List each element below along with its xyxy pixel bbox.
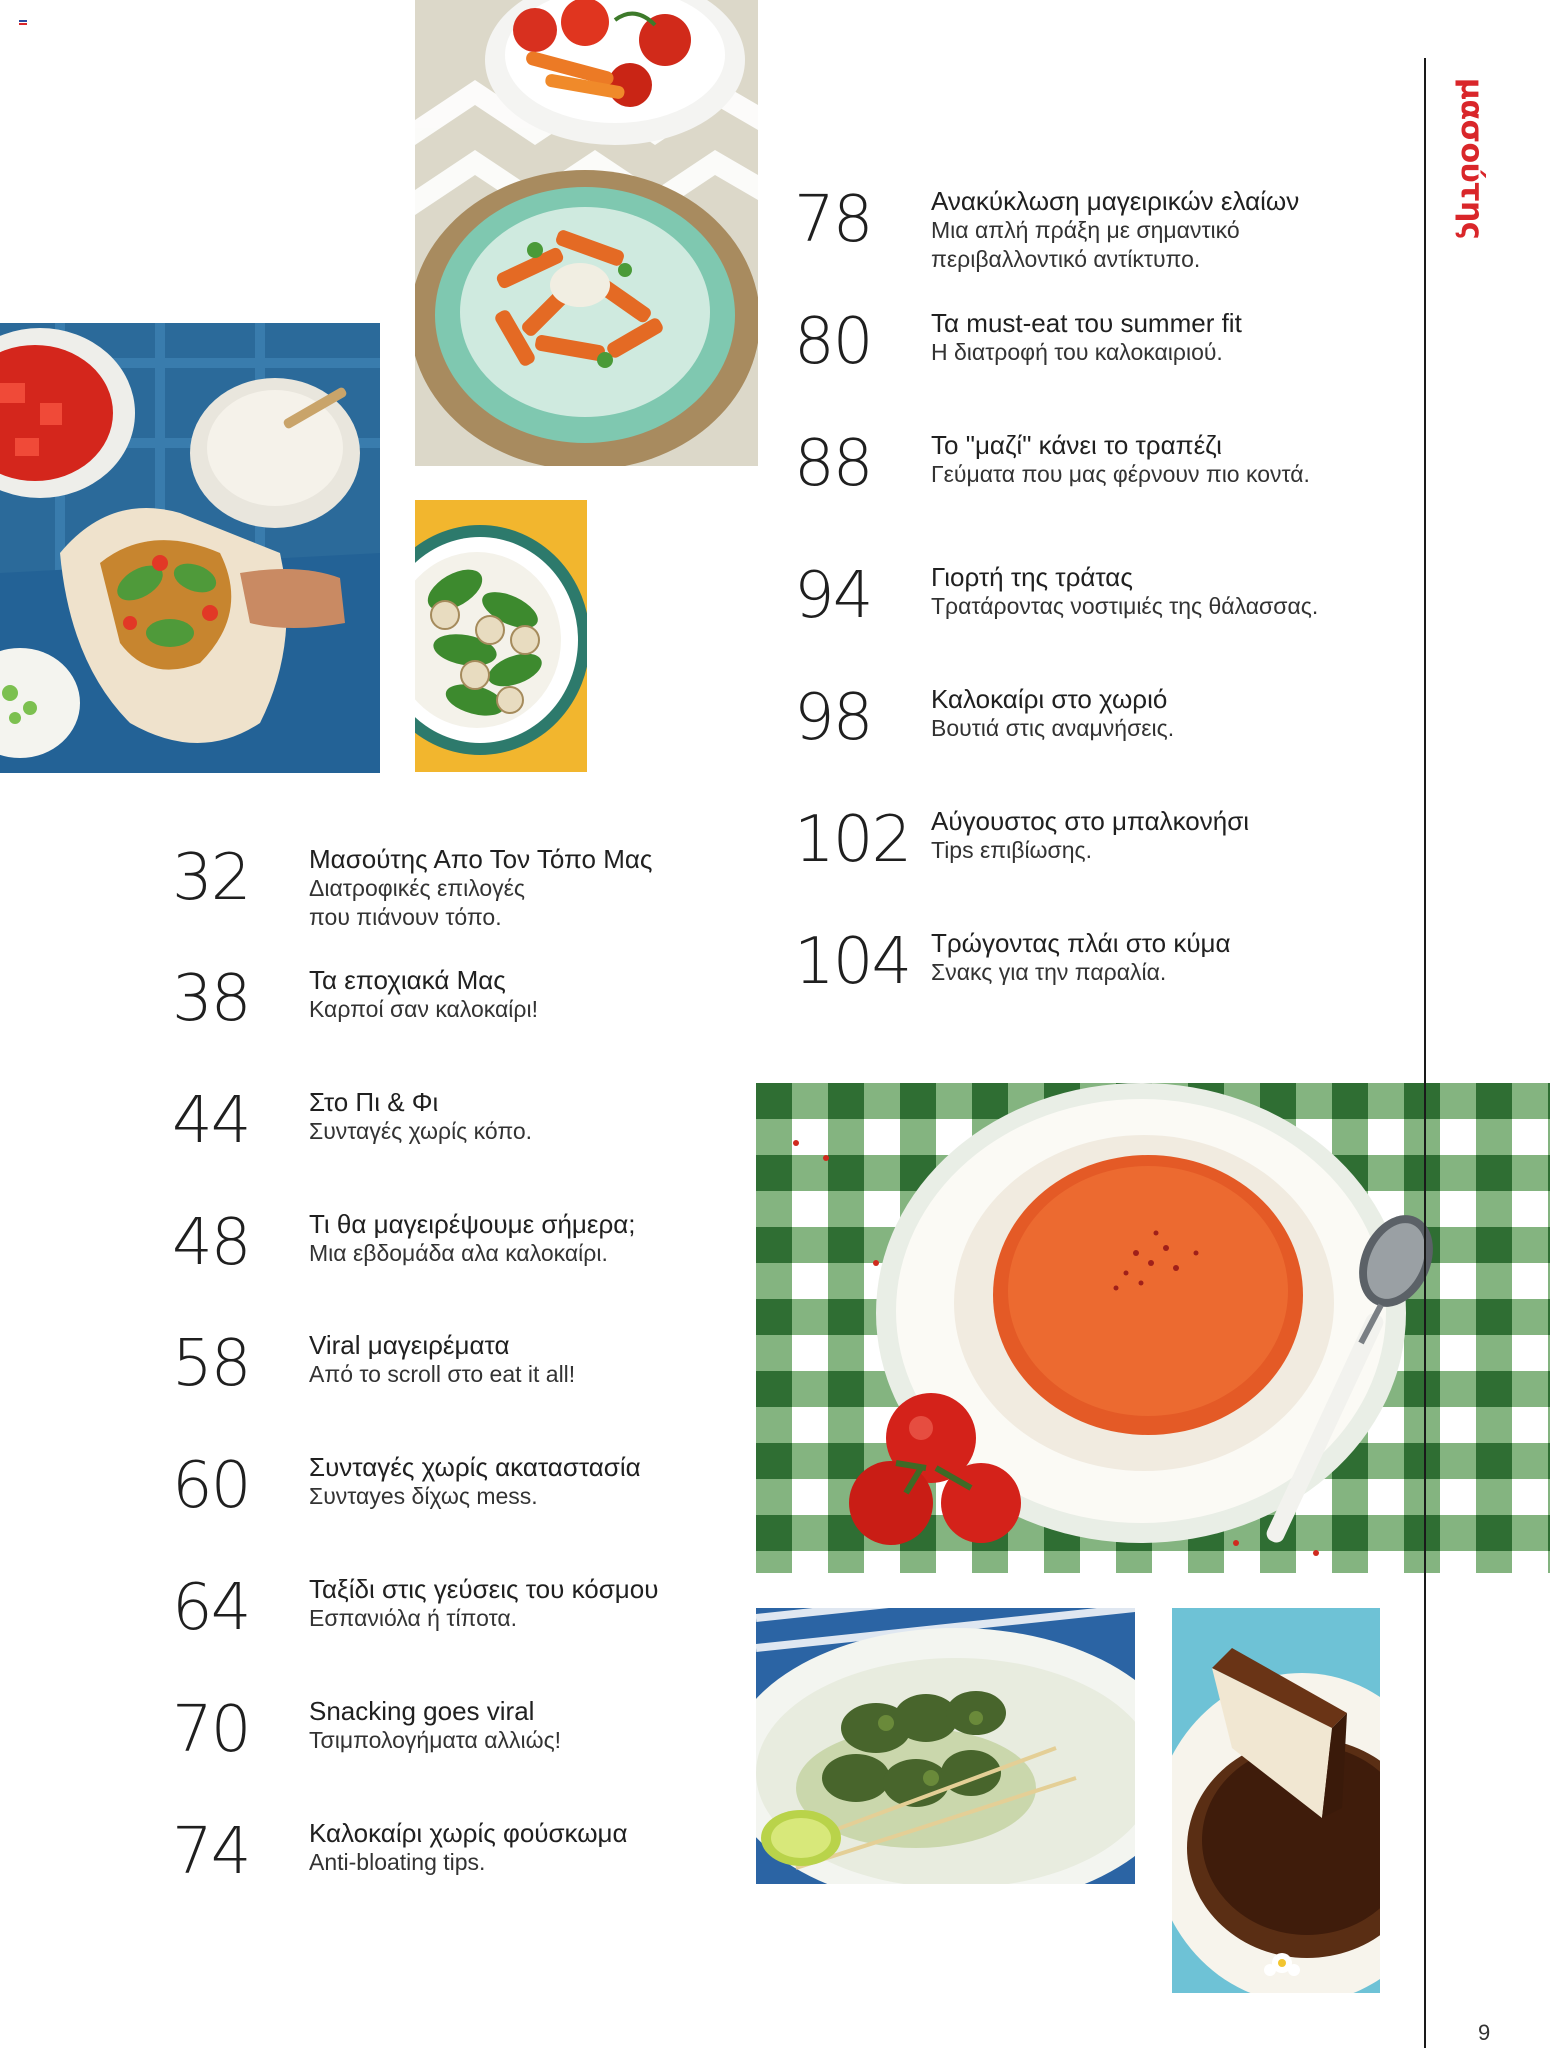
toc-subtitle: Συνταγές χωρίς κόπο.	[309, 1118, 533, 1144]
toc-subtitle: Γεύματα που μας φέρνουν πιο κοντά.	[931, 461, 1310, 487]
toc-page-number: 78	[794, 183, 872, 257]
toc-title: Γιορτή της τράτας	[931, 562, 1133, 592]
brand-logo	[1452, 58, 1492, 258]
toc-subtitle: Anti-bloating tips.	[309, 1849, 486, 1875]
toc-subtitle: Μια απλή πράξη με σημαντικό	[931, 217, 1240, 243]
toc-title: Τα εποχιακά Μας	[309, 965, 506, 995]
toc-page-number: 102	[794, 803, 911, 877]
toc-page-number: 38	[172, 962, 250, 1036]
toc-subtitle: Τρατάροντας νοστιμιές της θάλασσας.	[931, 593, 1319, 619]
photo-spinach-salad	[415, 500, 587, 772]
toc-subtitle: Συνταyes δίχως mess.	[309, 1483, 538, 1509]
photo-herb-skewers	[756, 1608, 1135, 1884]
toc-subtitle: Τσιμπολογήματα αλλιώς!	[309, 1727, 562, 1753]
toc-title: Καλοκαίρι στο χωριό	[931, 684, 1168, 714]
toc-subtitle: Βουτιά στις αναμνήσεις.	[931, 715, 1175, 741]
toc-title: Καλοκαίρι χωρίς φούσκωμα	[309, 1818, 628, 1848]
toc-subtitle: Η διατροφή του καλοκαιριού.	[931, 339, 1223, 365]
toc-subtitle: που πιάνουν τόπο.	[309, 904, 502, 930]
toc-page-number: 88	[794, 427, 872, 501]
photo-cheesecake	[1172, 1608, 1380, 1993]
toc-title: Ταξίδι στις γεύσεις του κόσμου	[309, 1574, 659, 1604]
page-number: 9	[1478, 2020, 1491, 2045]
vertical-divider	[1424, 58, 1426, 2048]
toc-page-number: 104	[794, 925, 911, 999]
toc-page-number: 70	[172, 1693, 250, 1767]
toc-title: Τι θα μαγειρέψουμε σήμερα;	[309, 1209, 636, 1239]
toc-page-number: 44	[172, 1084, 250, 1158]
photo-pita-wrap	[0, 323, 380, 773]
flag-icon	[19, 20, 27, 28]
toc-subtitle: Tips επιβίωσης.	[931, 837, 1092, 863]
toc-title: Τα must-eat του summer fit	[931, 308, 1242, 338]
toc-page-number: 48	[172, 1206, 250, 1280]
toc-title: Ανακύκλωση μαγειρικών ελαίων	[931, 186, 1300, 216]
toc-title: Τρώγοντας πλάι στο κύμα	[931, 928, 1231, 958]
toc-page-number: 98	[794, 681, 872, 755]
toc-title: Snacking goes viral	[309, 1696, 535, 1726]
toc-subtitle: περιβαλλοντικό αντίκτυπο.	[931, 246, 1201, 272]
toc-page-number: 74	[172, 1815, 250, 1889]
toc-subtitle: Διατροφικές επιλογές	[309, 875, 525, 901]
toc-page-number: 58	[172, 1327, 250, 1401]
toc-subtitle: Εσπανιόλα ή τίποτα.	[309, 1605, 518, 1631]
toc-page-number: 64	[172, 1571, 250, 1645]
photo-tomato-soup	[756, 1083, 1550, 1573]
brand-wordmark: μασούτης	[1454, 77, 1490, 239]
toc-page-number: 80	[794, 305, 872, 379]
toc-title: Συνταγές χωρίς ακαταστασία	[309, 1452, 641, 1482]
photo-pasta-bowl	[415, 0, 758, 466]
toc-subtitle: Από το scroll στο eat it all!	[309, 1361, 576, 1387]
toc-page-number: 32	[172, 841, 250, 915]
toc-title: Μασούτης Απο Τον Τόπο Μας	[309, 844, 653, 874]
toc-title: Viral μαγειρέματα	[309, 1330, 510, 1360]
toc-page-number: 60	[172, 1449, 250, 1523]
toc-subtitle: Καρποί σαν καλοκαίρι!	[309, 996, 539, 1022]
toc-subtitle: Σνακς για την παραλία.	[931, 959, 1167, 985]
toc-title: Στο Πι & Φι	[309, 1087, 439, 1117]
toc-subtitle: Μια εβδομάδα αλα καλοκαίρι.	[309, 1240, 608, 1266]
toc-title: Αύγουστος στο μπαλκονήσι	[931, 806, 1250, 836]
toc-title: Το "μαζί" κάνει το τραπέζι	[931, 430, 1222, 460]
toc-page-number: 94	[794, 559, 872, 633]
